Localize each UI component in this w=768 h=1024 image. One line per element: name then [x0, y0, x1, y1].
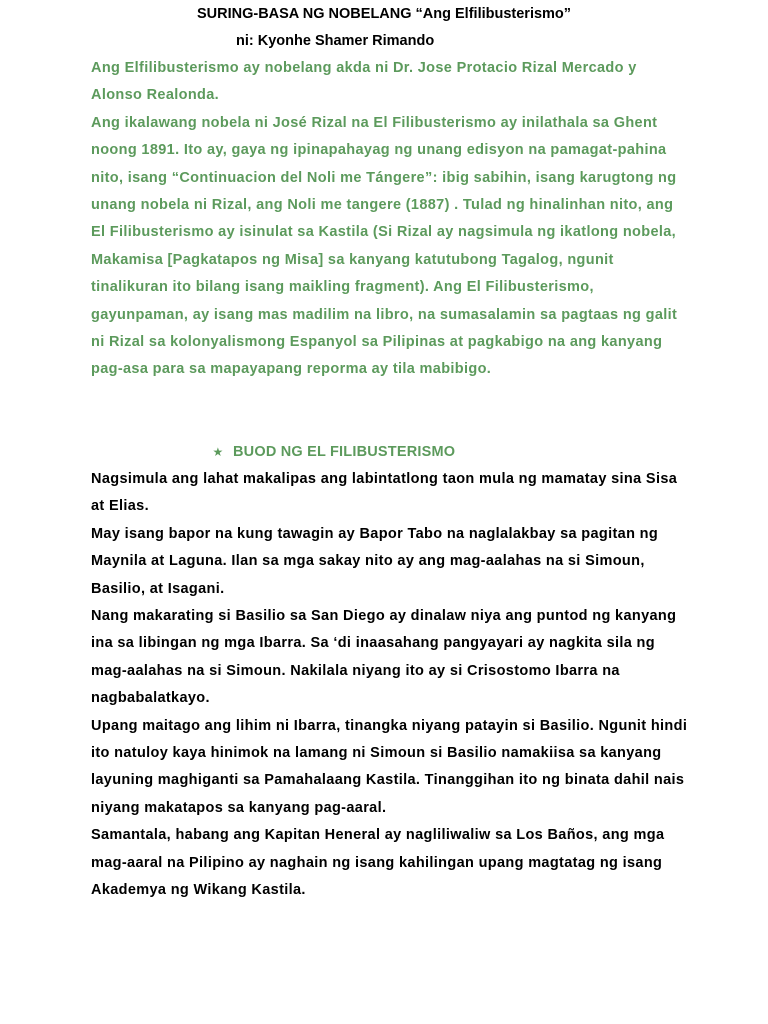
star-icon: ★ [212, 445, 224, 459]
section-heading-text: BUOD NG EL FILIBUSTERISMO [233, 444, 456, 460]
summary-section [91, 466, 691, 905]
intro-section [91, 55, 691, 384]
summary-paragraph: May isang bapor na kung tawagin ay Bapor Tabo na naglalakbay sa pagitan ng Maynila at Laguna. Ilan sa mga sakay nito ay ang mag-aalahas na si Simoun, Basilio, at Isagani. [91, 525, 659, 597]
summary-paragraph: Samantala, habang ang Kapitan Heneral ay nagliliwaliw sa Los Baños, ang mga mag-aaral na Pilipino ay naghain ng isang kahilingan upang magtatag ng isang Akademya ng Wikang Kastila. [91, 827, 665, 899]
summary-paragraph: Upang maitago ang lihim ni Ibarra, tinangka niyang patayin si Basilio. Ngunit hindi ito natuloy kaya hinimok na lamang ni Simoun si Basilio namakiisa sa kanyang layuning maghiganti sa Pamahalaang Kastila. Tinanggihan ito ng binata dahil nais niyang makatapos sa kanyang pag-aaral. [91, 717, 688, 816]
intro-paragraph: Ang Elfilibusterismo ay nobelang akda ni Dr. Jose Protacio Rizal Mercado y Alonso Realonda. [91, 60, 637, 104]
document-title: SURING-BASA NG NOBELANG “Ang Elfilibusterismo” [196, 6, 572, 22]
summary-paragraph: Nagsimula ang lahat makalipas ang labintatlong taon mula ng mamatay sina Sisa at Elias. [91, 471, 678, 515]
summary-paragraph: Nang makarating si Basilio sa San Diego ay dinalaw niya ang puntod ng kanyang ina sa libingan ng mga Ibarra. Sa ‘di inaasahang pangyayari ay nagkita sila ng mag-aalahas na si Simoun. Nakilala niyang ito ay si Crisostomo Ibarra na nagbabalatkayo. [91, 608, 677, 707]
intro-paragraph: Ang ikalawang nobela ni José Rizal na El Filibusterismo ay inilathala sa Ghent noong 1891. Ito ay, gaya ng ipinapahayag ng unang edisyon na pamagat-pahina nito, isang “Continuacion del Noli me Tángere”: ibig sabihin, isang karugtong ng unang nobela ni Rizal, ang Noli me tangere (1887) . Tulad ng hinalinhan nito, ang El Filibusterismo ay isinulat sa Kastila (Si Rizal ay nagsimula ng ikatlong nobela, Makamisa [Pagkatapos ng Misa] sa kanyang katutubong Tagalog, ngunit tinalikuran ito bilang isang maikling fragment). Ang El Filibusterismo, gayunpaman, ay isang mas madilim na libro, na sumasalamin sa pagtaas ng galit ni Rizal sa kolonyalismong Espanyol sa Pilipinas at pagkabigo na ang kanyang pag-asa para sa mapayapang reporma ay tila mabibigo. [91, 114, 678, 378]
document-author: ni: Kyonhe Shamer Rimando [236, 33, 435, 49]
section-heading [211, 440, 455, 464]
